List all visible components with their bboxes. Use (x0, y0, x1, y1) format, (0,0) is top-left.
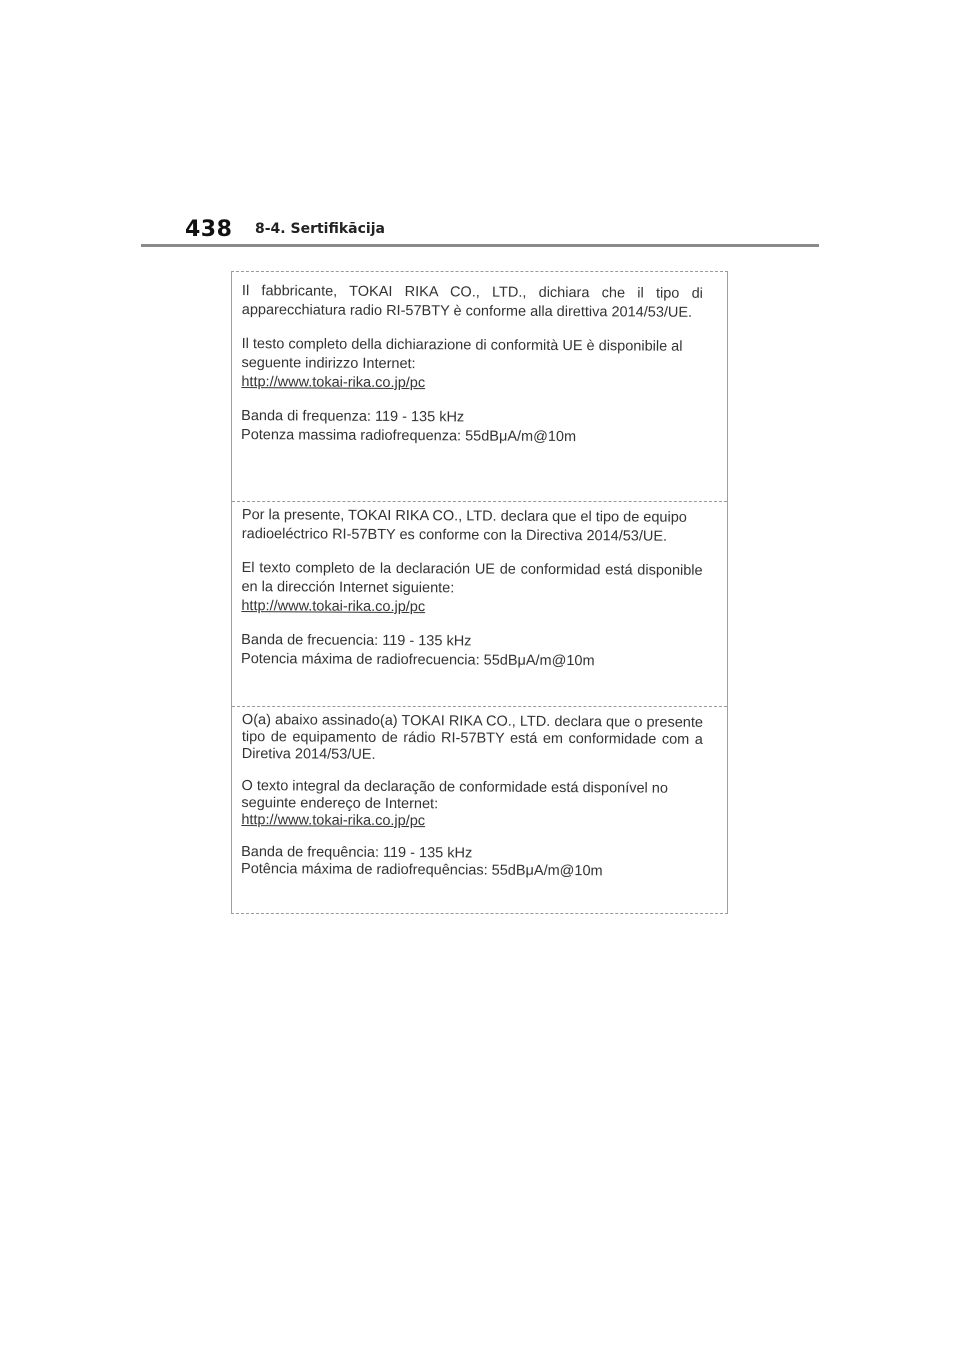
availability-label: El texto completo de la declaración UE de conformidad está disponible en la dirección Internet siguiente: (241, 560, 703, 597)
section-title: 8-4. Sertifikācija (255, 221, 385, 237)
availability-label: O texto integral da declaração de conformidade está disponível no seguinte endereço de Internet: (241, 778, 668, 813)
declaration-scan (231, 271, 728, 914)
declaration-url-link[interactable]: http://www.tokai-rika.co.jp/pc (241, 598, 426, 616)
page-header (185, 213, 385, 245)
max-power: Potência máxima de radiofrequências: 55dBμA/m@10m (240, 861, 603, 880)
radio-specs (241, 631, 702, 672)
availability-text (241, 778, 702, 832)
page-number: 438 (185, 216, 233, 242)
availability-text (241, 559, 702, 619)
max-power: Potencia máxima de radiofrecuencia: 55dBμA/m@10m (241, 651, 595, 670)
declaration-text: Por la presente, TOKAI RIKA CO., LTD. declara que el tipo de equipo radioeléctrico RI-57BTY es conforme con la Directiva 2014/53/UE. (241, 507, 687, 545)
header-rule (141, 244, 819, 247)
declaration-spanish (231, 506, 727, 687)
max-power: Potenza massima radiofrequenza: 55dBμA/m@10m (241, 427, 577, 446)
availability-label: Il testo completo della dichiarazione di conformità UE è disponibile al seguente indirizzo Internet: (241, 336, 683, 373)
declaration-portuguese (231, 712, 727, 896)
declaration-url-link[interactable]: http://www.tokai-rika.co.jp/pc (241, 374, 426, 392)
section-divider (232, 501, 727, 502)
frequency-band: Banda de frecuencia: 119 - 135 kHz (241, 632, 472, 650)
radio-specs (241, 844, 702, 881)
section-divider (232, 706, 727, 707)
frequency-band: Banda di frequenza: 119 - 135 kHz (241, 408, 465, 426)
declaration-italian (231, 282, 727, 463)
declaration-url-link[interactable]: http://www.tokai-rika.co.jp/pc (241, 812, 426, 830)
frequency-band: Banda de frequência: 119 - 135 kHz (241, 844, 473, 862)
availability-text (241, 335, 702, 395)
declaration-text: Il fabbricante, TOKAI RIKA CO., LTD., dichiara che il tipo di apparecchiatura radio RI-57BTY è conforme alla direttiva 2014/53/UE. (241, 283, 703, 321)
declaration-text: O(a) abaixo assinado(a) TOKAI RIKA CO., LTD. declara que o presente tipo de equipamento de rádio RI-57BTY está em conformidade com a Diretiva 2014/53/UE. (241, 712, 703, 763)
radio-specs (241, 407, 702, 448)
